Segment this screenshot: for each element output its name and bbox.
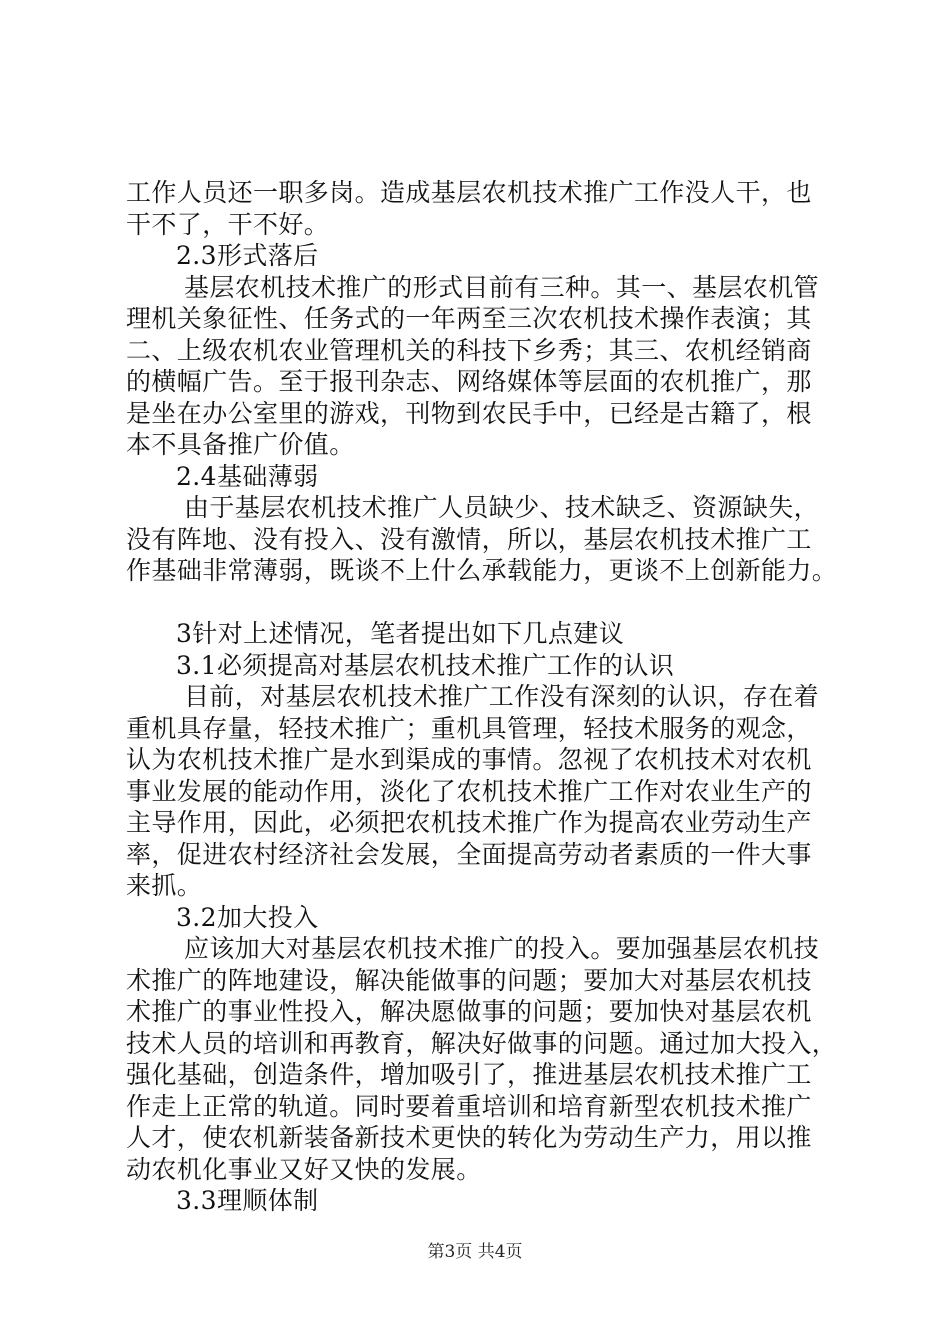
section-heading-3-2: 3.2加大投入: [176, 902, 319, 932]
paragraph-line: 由于基层农机技术推广人员缺少、技术缺乏、资源缺失，: [184, 493, 820, 522]
paragraph-line: 理机关象征性、任务式的一年两至三次农机技术操作表演；其: [126, 304, 812, 333]
paragraph-line: 本不具备推广价值。: [126, 430, 355, 459]
paragraph-line: 认为农机技术推广是水到渠成的事情。忽视了农机技术对农机: [126, 745, 812, 774]
paragraph-line: 干不了，干不好。: [126, 209, 330, 239]
paragraph-line: 应该加大对基层农机技术推广的投入。要加强基层农机技: [184, 934, 820, 963]
paragraph-line: 来抓。: [126, 871, 203, 900]
paragraph-line: 的横幅广告。至于报刊杂志、网络媒体等层面的农机推广，那: [126, 367, 812, 396]
section-heading-2-4: 2.4基础薄弱: [176, 461, 319, 491]
paragraph-line: 重机具存量，轻技术推广；重机具管理，轻技术服务的观念，: [126, 713, 812, 743]
paragraph-line: 术推广的阵地建设，解决能做事的问题；要加大对基层农机技: [126, 965, 812, 995]
paragraph-line: 技术人员的培训和再教育，解决好做事的问题。通过加大投入，: [126, 1028, 838, 1058]
paragraph-line: 率，促进农村经济社会发展，全面提高劳动者素质的一件大事: [126, 839, 812, 869]
document-body: [126, 177, 856, 1217]
section-heading-2-3: 2.3形式落后: [176, 241, 319, 270]
paragraph-line: 是坐在办公室里的游戏，刊物到农民手中，已经是古籍了，根: [126, 398, 812, 428]
paragraph-line: 作走上正常的轨道。同时要着重培训和培育新型农机技术推广: [126, 1091, 812, 1121]
paragraph-line: 工作人员还一职多岗。造成基层农机技术推广工作没人干，也: [126, 178, 812, 207]
paragraph-line: 目前，对基层农机技术推广工作没有深刻的认识，存在着: [184, 682, 820, 711]
paragraph-line: 术推广的事业性投入，解决愿做事的问题；要加快对基层农机: [126, 997, 812, 1026]
paragraph-line: 强化基础，创造条件，增加吸引了，推进基层农机技术推广工: [126, 1060, 812, 1089]
section-heading-3-1: 3.1必须提高对基层农机技术推广工作的认识: [176, 650, 675, 680]
page-number-footer: 第3页 共4页: [427, 1242, 523, 1262]
paragraph-line: 事业发展的能动作用，淡化了农机技术推广工作对农业生产的: [126, 776, 812, 806]
section-heading-3-3: 3.3理顺体制: [176, 1186, 319, 1215]
paragraph-line: 作基础非常薄弱，既谈不上什么承载能力，更谈不上创新能力。: [126, 556, 838, 585]
blank-line: [126, 587, 856, 619]
paragraph-line: 动农机化事业又好又快的发展。: [126, 1154, 482, 1184]
paragraph-line: 主导作用，因此，必须把农机技术推广作为提高农业劳动生产: [126, 808, 812, 837]
paragraph-line: 二、上级农机农业管理机关的科技下乡秀；其三、农机经销商: [126, 335, 812, 365]
paragraph-line: 基层农机技术推广的形式目前有三种。其一、基层农机管: [184, 272, 820, 302]
paragraph-line: 人才，使农机新装备新技术更快的转化为劳动生产力，用以推: [126, 1123, 812, 1152]
paragraph-line: 没有阵地、没有投入、没有激情，所以，基层农机技术推广工: [126, 524, 812, 554]
section-heading-3: 3针对上述情况，笔者提出如下几点建议: [176, 619, 625, 648]
